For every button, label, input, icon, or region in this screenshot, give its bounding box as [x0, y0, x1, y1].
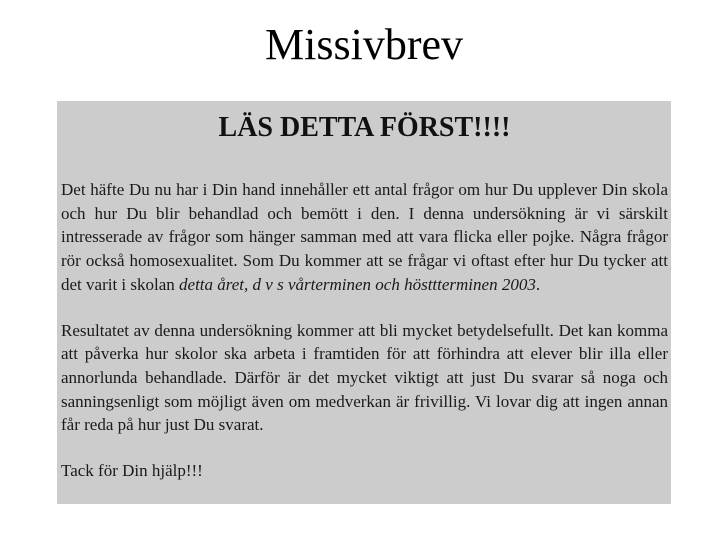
intro-end: . [535, 274, 541, 294]
intro-italic-text: detta året, d v s vårterminen och hösttterminen 2003 [179, 274, 536, 294]
cover-letter-image [57, 101, 671, 504]
letter-closing: Tack för Din hjälp!!! [61, 461, 203, 481]
letter-paragraph-results: Resultatet av denna undersökning kommer att bli mycket betydelsefullt. Det kan komma att påverka hur skolor ska arbeta i framtiden för att förhindra att elever blir illa eller annorlunda behandlade. Därför är det mycket viktigt att just Du svarar så noga och sanningsenligt som möjligt även om medverkan är frivillig. Vi lovar dig att ingen annan får reda på hur just Du svarat. [61, 320, 668, 435]
intro-text: Det häfte Du nu har i Din hand innehåller ett antal frågor om hur Du upplever Din skola och hur Du blir behandlad och bemött i den. I denna undersökning är vi särskilt intresserade av frågor som hänger samman med att vara flicka eller pojke. Några frågor rör också homosexualitet. Som Du kommer att se frågar vi oftast efter hur Du tycker att det varit i skolan [61, 180, 668, 294]
letter-paragraph-intro [61, 178, 668, 297]
slide-title: Missivbrev [265, 20, 463, 69]
letter-heading: LÄS DETTA FÖRST!!!! [218, 112, 511, 143]
